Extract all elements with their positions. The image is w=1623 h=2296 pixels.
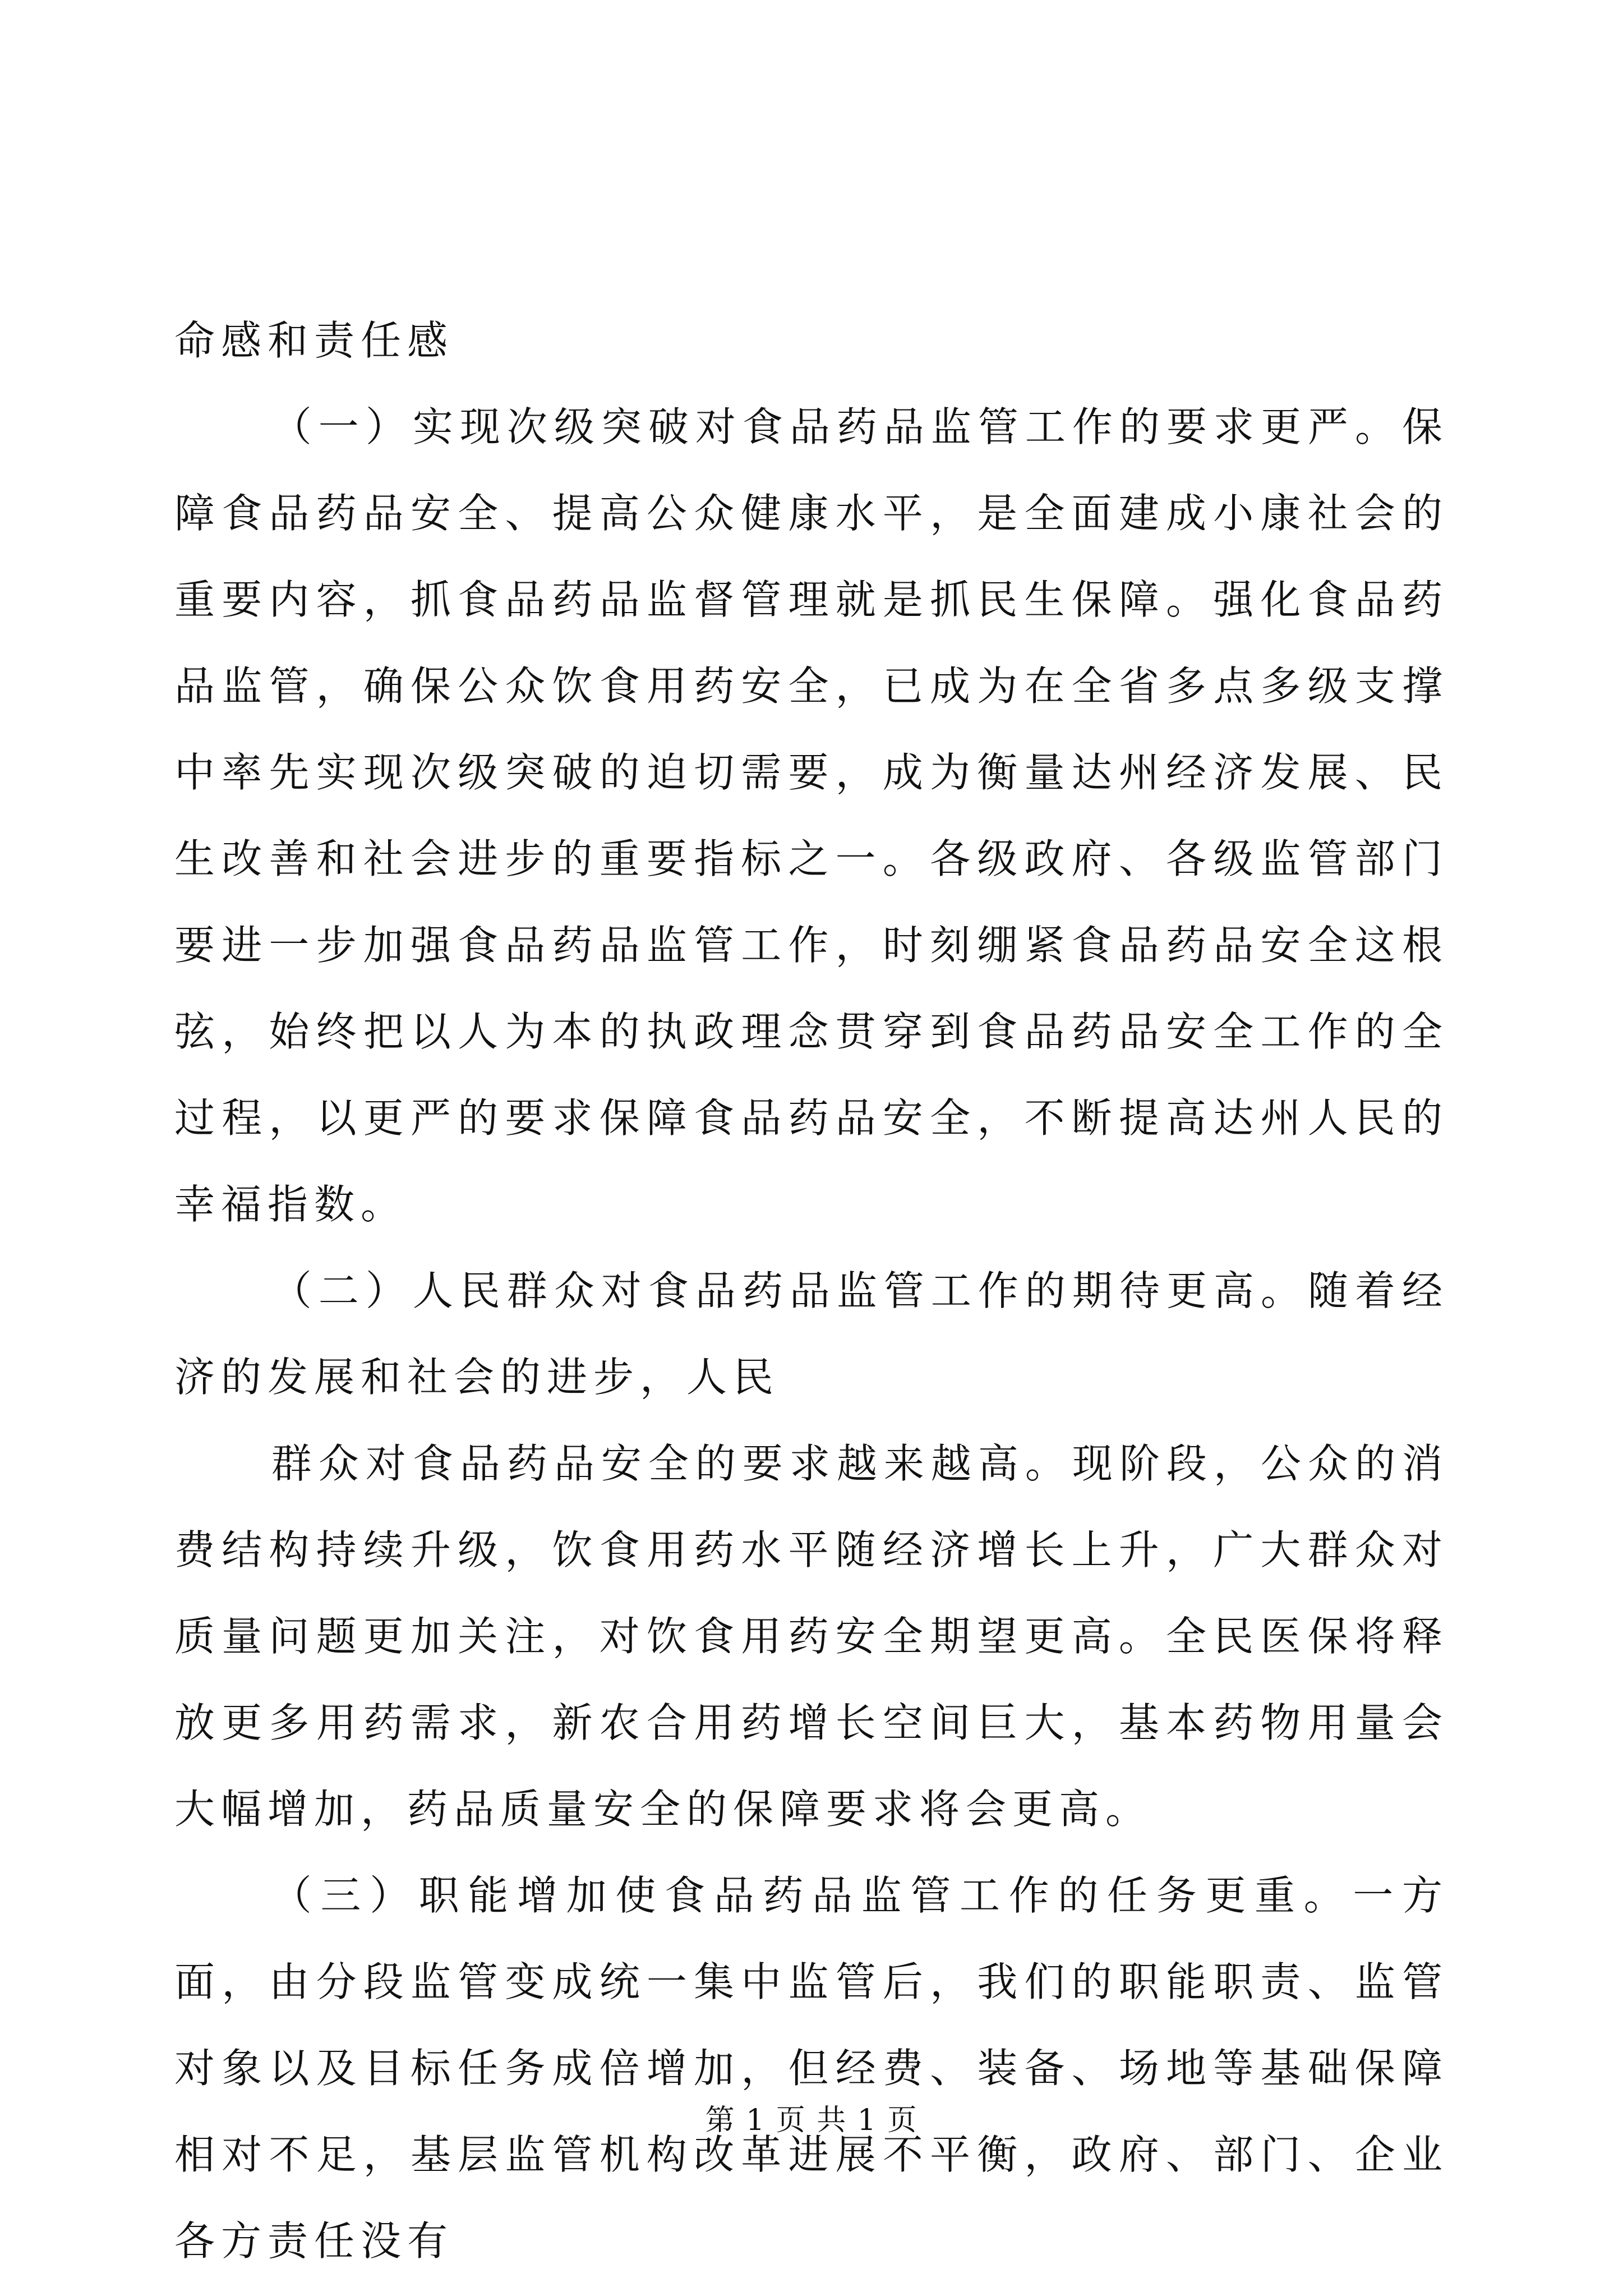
paragraph-section-3: （三）职能增加使食品药品监管工作的任务更重。一方面，由分段监管变成统一集中监管后，我们的职能职责、监管对象以及目标任务成倍增加，但经费、装备、场地等基础保障相对不足，基层监管机构改革进展不平衡，政府、部门、企业各方责任没有: [174, 1872, 1449, 2265]
paragraph-continuation: 命感和责任感: [174, 317, 454, 364]
paragraph-section-2-continued: 群众对食品药品安全的要求越来越高。现阶段，公众的消费结构持续升级，饮食用药水平随经济增长上升，广大群众对质量问题更加关注，对饮食用药安全期望更高。全民医保将释放更多用药需求，新农合用药增长空间巨大，基本药物用量会大幅增加，药品质量安全的保障要求将会更高。: [174, 1440, 1449, 1833]
paragraph-section-1: （一）实现次级突破对食品药品监管工作的要求更严。保障食品药品安全、提高公众健康水平，是全面建成小康社会的重要内容，抓食品药品监督管理就是抓民生保障。强化食品药品监管，确保公众饮食用药安全，已成为在全省多点多级支撑中率先实现次级突破的迫切需要，成为衡量达州经济发展、民生改善和社会进步的重要指标之一。各级政府、各级监管部门要进一步加强食品药品监管工作，时刻绷紧食品药品安全这根弦，始终把以人为本的执政理念贯穿到食品药品安全工作的全过程，以更严的要求保障食品药品安全，不断提高达州人民的幸福指数。: [174, 403, 1449, 1228]
paragraph-section-2: （二）人民群众对食品药品监管工作的期待更高。随着经济的发展和社会的进步，人民: [174, 1267, 1449, 1401]
page-footer: 第 1 页 共 1 页: [705, 2104, 918, 2137]
document-body: [174, 297, 1449, 2284]
